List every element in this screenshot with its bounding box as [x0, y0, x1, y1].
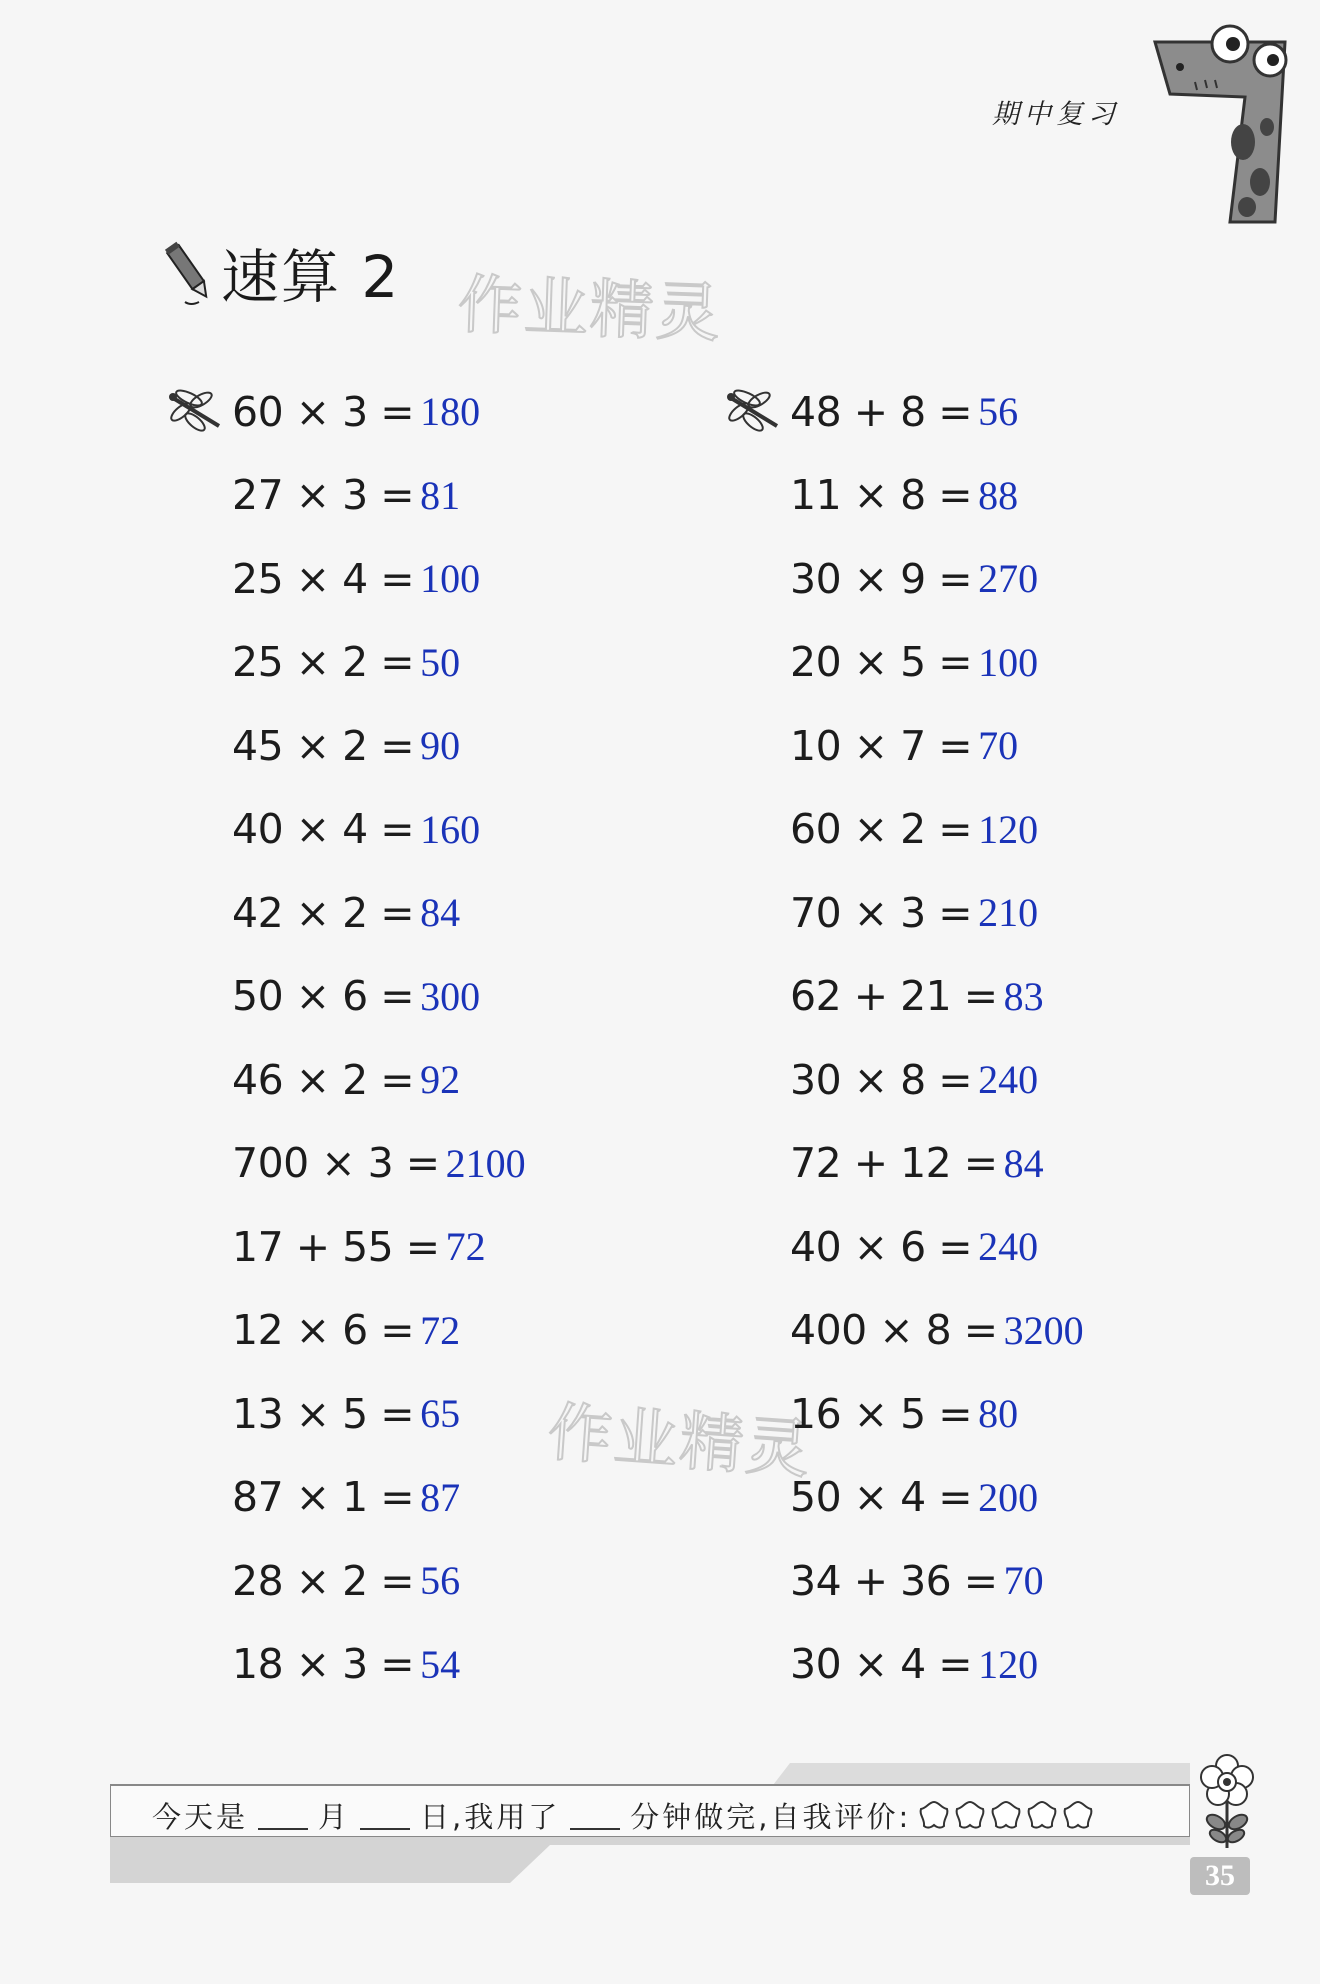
problem-row [790, 370, 1084, 454]
problem-row [790, 621, 1084, 705]
problem-row [232, 1623, 526, 1707]
dragonfly-icon [725, 388, 783, 434]
problem-answer: 87 [420, 1474, 461, 1520]
star-icon[interactable] [1025, 1799, 1059, 1833]
flower-icon [1192, 1752, 1262, 1852]
problem-answer: 3200 [1003, 1307, 1084, 1353]
problem-expression: 70 × 3 = [790, 888, 973, 937]
problem-row [232, 370, 526, 454]
pencil-icon [165, 236, 213, 308]
problem-row [790, 788, 1084, 872]
problem-row [232, 1205, 526, 1289]
problem-answer: 90 [420, 723, 461, 769]
problem-expression: 40 × 4 = [232, 805, 415, 854]
problem-answer: 72 [445, 1224, 486, 1270]
problem-expression: 10 × 7 = [790, 721, 973, 770]
problem-expression: 700 × 3 = [232, 1139, 440, 1188]
problem-expression: 13 × 5 = [232, 1389, 415, 1438]
problem-answer: 100 [420, 556, 481, 602]
star-icon[interactable] [989, 1799, 1023, 1833]
problem-expression: 72 + 12 = [790, 1139, 998, 1188]
problem-expression: 30 × 4 = [790, 1640, 973, 1689]
minutes-blank[interactable] [570, 1802, 620, 1830]
dragonfly-icon [167, 388, 225, 434]
giraffe-illustration [1135, 22, 1295, 232]
problem-answer: 54 [420, 1641, 461, 1687]
problem-expression: 50 × 4 = [790, 1473, 973, 1522]
problem-answer: 70 [1003, 1558, 1044, 1604]
problem-answer: 120 [978, 806, 1039, 852]
problem-answer: 65 [420, 1391, 461, 1437]
rating-stars [917, 1799, 1097, 1833]
problem-answer: 88 [978, 472, 1019, 518]
problem-expression: 40 × 6 = [790, 1222, 973, 1271]
problem-row [790, 1372, 1084, 1456]
star-icon[interactable] [917, 1799, 951, 1833]
problem-row [232, 537, 526, 621]
problem-row [790, 704, 1084, 788]
problem-expression: 42 × 2 = [232, 888, 415, 937]
problem-row [232, 1038, 526, 1122]
problem-answer: 84 [1003, 1140, 1044, 1186]
problem-expression: 17 + 55 = [232, 1222, 440, 1271]
problem-expression: 60 × 3 = [232, 387, 415, 436]
problem-row [790, 1122, 1084, 1206]
problem-expression: 46 × 2 = [232, 1055, 415, 1104]
problem-expression: 400 × 8 = [790, 1306, 998, 1355]
problem-answer: 210 [978, 890, 1039, 936]
footer-label-minutes: 分钟做完,自我评价: [630, 1800, 912, 1834]
problem-answer: 56 [978, 389, 1019, 435]
problem-answer: 200 [978, 1474, 1039, 1520]
problem-row [790, 537, 1084, 621]
problem-row [232, 621, 526, 705]
title-block [165, 230, 400, 314]
problem-answer: 180 [420, 389, 481, 435]
problem-expression: 25 × 2 = [232, 638, 415, 687]
problem-row [232, 1372, 526, 1456]
problem-answer: 240 [978, 1224, 1039, 1270]
problem-row [232, 1539, 526, 1623]
problem-answer: 270 [978, 556, 1039, 602]
footer-label-month: 月 [318, 1800, 351, 1834]
problem-row [232, 955, 526, 1039]
problem-answer: 83 [1003, 973, 1044, 1019]
watermark: 作业精灵 [545, 1395, 814, 1489]
problem-answer: 120 [978, 1641, 1039, 1687]
problem-row [232, 454, 526, 538]
problem-row [790, 871, 1084, 955]
section-label: 期中复习 [992, 99, 1120, 130]
left-problem-column [232, 370, 526, 1706]
problem-expression: 60 × 2 = [790, 805, 973, 854]
problem-expression: 20 × 5 = [790, 638, 973, 687]
problem-answer: 84 [420, 890, 461, 936]
problem-answer: 56 [420, 1558, 461, 1604]
problem-row [232, 1289, 526, 1373]
self-assessment-line [152, 1795, 1097, 1836]
problem-expression: 28 × 2 = [232, 1556, 415, 1605]
problem-expression: 11 × 8 = [790, 471, 973, 520]
problem-expression: 25 × 4 = [232, 554, 415, 603]
problem-answer: 240 [978, 1057, 1039, 1103]
problem-expression: 62 + 21 = [790, 972, 998, 1021]
problem-answer: 160 [420, 806, 481, 852]
problem-row [232, 1122, 526, 1206]
problem-expression: 16 × 5 = [790, 1389, 973, 1438]
page-number: 35 [1190, 1857, 1250, 1895]
problem-expression: 87 × 1 = [232, 1473, 415, 1522]
star-icon[interactable] [1061, 1799, 1095, 1833]
page-title: 速算 2 [221, 243, 401, 311]
problem-answer: 70 [978, 723, 1019, 769]
problem-row [790, 454, 1084, 538]
star-icon[interactable] [953, 1799, 987, 1833]
problem-expression: 30 × 8 = [790, 1055, 973, 1104]
problem-expression: 45 × 2 = [232, 721, 415, 770]
problem-answer: 2100 [445, 1140, 526, 1186]
day-blank[interactable] [360, 1802, 410, 1830]
footer-label-today: 今天是 [152, 1800, 249, 1834]
problem-expression: 30 × 9 = [790, 554, 973, 603]
problem-row [790, 955, 1084, 1039]
problem-answer: 100 [978, 639, 1039, 685]
problem-expression: 18 × 3 = [232, 1640, 415, 1689]
problem-answer: 80 [978, 1391, 1019, 1437]
problem-expression: 50 × 6 = [232, 972, 415, 1021]
problem-row [232, 704, 526, 788]
problem-row [790, 1038, 1084, 1122]
problem-answer: 300 [420, 973, 481, 1019]
problem-row [790, 1289, 1084, 1373]
problem-row [790, 1456, 1084, 1540]
footer-label-day: 日,我用了 [420, 1800, 561, 1834]
problem-answer: 92 [420, 1057, 461, 1103]
problem-row [232, 1456, 526, 1540]
problem-row [790, 1539, 1084, 1623]
month-blank[interactable] [258, 1802, 308, 1830]
problem-expression: 48 + 8 = [790, 387, 973, 436]
right-problem-column [790, 370, 1084, 1706]
problem-expression: 27 × 3 = [232, 471, 415, 520]
problem-row [790, 1623, 1084, 1707]
problem-row [790, 1205, 1084, 1289]
watermark: 作业精灵 [456, 268, 724, 352]
problem-expression: 34 + 36 = [790, 1556, 998, 1605]
problem-expression: 12 × 6 = [232, 1306, 415, 1355]
problem-answer: 50 [420, 639, 461, 685]
problem-row [232, 871, 526, 955]
problem-row [232, 788, 526, 872]
problem-answer: 81 [420, 472, 461, 518]
problem-answer: 72 [420, 1307, 461, 1353]
